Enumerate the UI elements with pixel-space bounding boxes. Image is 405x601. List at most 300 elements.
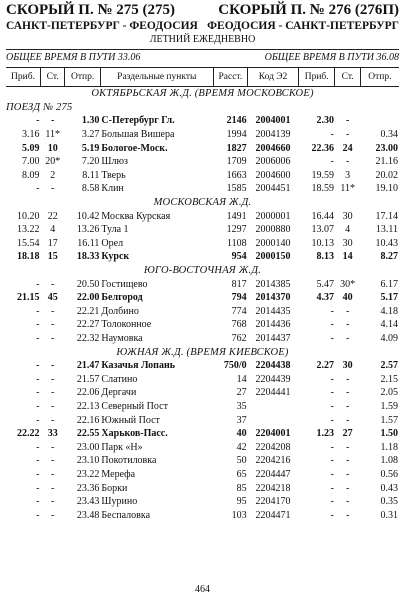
cell-distance: 1491 [226,210,247,222]
cell-return-arrival: 16.44 [311,210,334,222]
cell-departure: 21.47 [76,360,100,372]
station-row [6,400,399,414]
cell-arrival: - [36,332,40,344]
cell-arrival: 13.22 [17,224,40,236]
cell-return-departure: 10.43 [375,237,398,249]
cell-departure: 22.55 [76,428,100,440]
cell-departure: 23.43 [76,496,100,508]
station-row [6,155,399,169]
cell-return-stop: - [345,115,350,127]
cell-return-departure: 0.56 [380,468,398,480]
cell-station: Бологое-Моск. [101,142,168,154]
cell-departure: 13.26 [76,224,100,236]
cell-code: 2004660 [255,142,291,154]
cell-departure: 21.57 [76,373,100,385]
cell-return-stop: - [345,414,350,426]
cell-code: 2204439 [255,373,291,385]
cell-arrival: 15.54 [17,237,40,249]
cell-arrival: - [36,509,40,521]
right-route: ФЕОДОСИЯ - САНКТ-ПЕТЕРБУРГ [207,20,399,32]
cell-stop: 11* [45,129,61,141]
cell-distance: 85 [236,482,247,494]
column-header: Раздельные пункты [100,68,213,87]
cell-station: Слатино [101,373,138,385]
cell-return-departure: 20.02 [375,169,398,181]
station-row [6,454,399,468]
station-row [6,359,399,373]
cell-stop: - [51,115,55,127]
cell-return-departure: 0.31 [380,509,398,521]
cell-stop: 2 [50,169,56,181]
cell-return-departure: 17.14 [375,210,398,222]
cell-return-arrival: - [330,373,334,385]
cell-stop: - [51,278,55,290]
cell-distance: 42 [236,441,247,453]
cell-departure: 22.13 [76,400,100,412]
cell-stop: - [51,400,55,412]
cell-stop: 22 [47,210,58,222]
cell-stop: - [51,387,55,399]
station-row [6,427,399,441]
cell-return-arrival: - [330,496,334,508]
section-title: МОСКОВСКАЯ Ж.Д. [153,197,252,209]
cell-arrival: 3.16 [22,129,40,141]
cell-return-departure: 2.05 [380,387,398,399]
station-row [6,372,399,386]
cell-distance: 2146 [226,115,247,127]
cell-arrival: 5.09 [22,142,40,154]
cell-code: 2004001 [255,115,291,127]
station-row [6,318,399,332]
cell-return-stop: 27 [342,428,353,440]
cell-distance: 37 [236,414,247,426]
cell-departure: 23.48 [76,509,100,521]
cell-station: Тверь [101,169,126,181]
cell-code: 2014385 [255,278,291,290]
cell-return-departure: 4.09 [380,332,398,344]
cell-stop: 45 [47,292,58,304]
cell-return-stop: 11* [340,183,355,195]
station-row [6,128,399,142]
column-header: Расст. [213,68,248,87]
cell-stop: 20* [45,156,61,168]
cell-return-arrival: - [330,156,334,168]
cell-return-stop: - [345,373,350,385]
railway-section-heading [6,87,399,101]
cell-return-arrival: 10.13 [311,237,334,249]
cell-code: 2000140 [255,237,291,249]
cell-station: Казачья Лопань [101,360,175,372]
cell-station: Гостищево [101,278,148,290]
cell-arrival: - [36,360,40,372]
station-row [6,291,399,305]
cell-departure: 8.58 [81,183,100,195]
cell-distance: 1709 [226,156,247,168]
railway-section-heading [6,264,399,278]
cell-return-arrival: - [330,129,334,141]
cell-station: Шлюз [101,156,128,168]
cell-return-departure: 4.14 [380,319,398,331]
cell-station: Мерефа [101,468,136,480]
cell-return-stop: - [345,319,350,331]
station-row [6,250,399,264]
cell-code: 2014435 [255,305,291,317]
cell-stop: - [51,496,55,508]
cell-stop: - [51,441,55,453]
station-row [6,223,399,237]
cell-arrival: 10.20 [17,210,40,222]
cell-return-arrival: - [330,455,334,467]
station-row [6,495,399,509]
cell-departure: 23.22 [76,468,100,480]
cell-code: 2000150 [255,251,291,263]
section-title: ОКТЯБРЬСКАЯ Ж.Д. (ВРЕМЯ МОСКОВСКОЕ) [91,88,314,100]
cell-arrival: - [36,183,40,195]
station-row [6,386,399,400]
cell-code [248,413,299,427]
cell-return-departure: 2.15 [380,373,398,385]
cell-return-departure: 0.35 [380,496,398,508]
header-divider [6,49,399,50]
cell-return-arrival: 2.30 [316,115,334,127]
right-total-time: ОБЩЕЕ ВРЕМЯ В ПУТИ 36.08 [264,52,399,63]
cell-distance: 768 [231,319,247,331]
cell-return-departure: 0.34 [380,129,398,141]
cell-return-arrival: 8.13 [316,251,334,263]
cell-distance: 65 [236,468,247,480]
cell-arrival: - [36,468,40,480]
cell-code: 2000880 [255,224,291,236]
cell-return-arrival: 2.27 [316,360,334,372]
cell-departure: 22.16 [76,414,100,426]
cell-return-stop: - [345,455,350,467]
cell-return-stop: - [345,482,350,494]
cell-distance: 1585 [226,183,247,195]
cell-distance: 1994 [226,129,247,141]
cell-distance: 14 [236,373,247,385]
cell-return-departure: 13.11 [375,224,398,236]
cell-distance: 774 [231,305,247,317]
cell-return-arrival: - [330,387,334,399]
cell-return-departure: 6.17 [380,278,398,290]
cell-departure: 7.20 [81,156,100,168]
column-header: Код Э2 [248,68,299,87]
cell-return-departure: 23.00 [375,142,398,154]
cell-station: Шурино [101,496,138,508]
cell-return-arrival: - [330,441,334,453]
cell-return-arrival: - [330,509,334,521]
cell-return-stop: - [345,400,350,412]
cell-code: 2204170 [255,496,291,508]
cell-return-stop: 30* [340,278,356,290]
cell-return-stop: 14 [342,251,353,263]
station-row [6,182,399,196]
cell-return-arrival: 13.07 [311,224,334,236]
right-train-title: СКОРЫЙ П. № 276 (276П) [218,2,399,18]
cell-station: Клин [101,183,124,195]
cell-station: Толоконное [101,319,152,331]
cell-stop: - [51,183,55,195]
cell-code: 2204208 [255,441,291,453]
cell-distance: 1108 [227,237,247,249]
station-row [6,332,399,346]
cell-arrival: - [36,414,40,426]
cell-distance: 762 [231,332,247,344]
cell-departure: 23.36 [76,482,100,494]
cell-distance: 40 [236,428,247,440]
column-header: Приб. [298,68,335,87]
station-row [6,209,399,223]
cell-station: С-Петербург Гл. [101,115,175,127]
station-row [6,114,399,128]
cell-return-stop: - [345,332,350,344]
cell-return-arrival: 5.47 [316,278,334,290]
cell-arrival: - [36,387,40,399]
cell-stop: 17 [47,237,58,249]
cell-stop: 4 [50,224,56,236]
cell-return-departure: 8.27 [380,251,398,263]
cell-departure: 18.33 [76,251,100,263]
station-row [6,277,399,291]
cell-code: 2014370 [255,292,291,304]
cell-return-departure: 1.18 [380,441,398,453]
column-header-row [6,68,399,87]
cell-distance: 954 [231,251,247,263]
cell-code: 2014437 [255,332,291,344]
cell-code: 2004451 [255,183,291,195]
cell-stop: - [51,373,55,385]
station-row [6,508,399,522]
cell-arrival: 18.18 [17,251,40,263]
left-train-title: СКОРЫЙ П. № 275 (275) [6,2,176,18]
cell-stop: - [51,319,55,331]
cell-departure: 5.19 [81,142,100,154]
cell-arrival: 8.09 [22,169,40,181]
cell-departure: 22.00 [76,292,100,304]
cell-station: Орел [101,237,124,249]
cell-stop: - [51,509,55,521]
cell-departure: 23.00 [76,441,100,453]
cell-return-departure: 4.18 [380,305,398,317]
cell-return-stop: 4 [345,224,351,236]
cell-return-arrival: 18.59 [311,183,334,195]
cell-return-stop: 3 [345,169,351,181]
section-title: ЮЖНАЯ Ж.Д. (ВРЕМЯ КИЕВСКОЕ) [116,346,289,358]
cell-departure: 22.06 [76,387,100,399]
station-row [6,481,399,495]
cell-return-arrival: - [330,332,334,344]
cell-return-departure: 2.57 [380,360,398,372]
cell-code: 2204471 [255,509,291,521]
cell-stop: - [51,414,55,426]
cell-code: 2004139 [255,129,291,141]
cell-distance: 35 [236,400,247,412]
cell-station: Харьков-Пасс. [101,428,168,440]
cell-departure: 22.21 [76,305,100,317]
cell-arrival: 21.15 [17,292,40,304]
left-total-time: ОБЩЕЕ ВРЕМЯ В ПУТИ 33.06 [6,52,141,63]
cell-arrival: - [36,400,40,412]
cell-distance: 95 [236,496,247,508]
cell-departure: 8.11 [82,169,100,181]
cell-return-departure: 1.59 [380,400,398,412]
cell-return-departure: 1.57 [380,414,398,426]
cell-stop: 10 [47,142,58,154]
cell-distance: 1827 [226,142,247,154]
cell-return-arrival: 19.59 [311,169,334,181]
station-row [6,237,399,251]
cell-arrival: - [36,496,40,508]
cell-return-stop: 30 [342,360,353,372]
cell-stop: 33 [47,428,58,440]
section-title: ЮГО-ВОСТОЧНАЯ Ж.Д. [143,265,262,277]
cell-return-arrival: 4.37 [316,292,334,304]
cell-return-stop: - [345,387,350,399]
left-route: САНКТ-ПЕТЕРБУРГ - ФЕОДОСИЯ [6,20,198,32]
cell-station: Курск [101,251,130,263]
cell-return-departure: 21.16 [375,156,398,168]
cell-return-stop: - [345,129,350,141]
cell-arrival: 7.00 [22,156,40,168]
column-header: Отпр. [65,68,101,87]
cell-return-stop: - [345,496,350,508]
station-row [6,169,399,183]
cell-stop: - [51,468,55,480]
cell-station: Беспаловка [101,509,151,521]
cell-return-departure: 5.17 [380,292,398,304]
cell-station: Покотиловка [101,455,157,467]
cell-code: 2204438 [255,360,291,372]
cell-return-departure: 1.08 [380,455,398,467]
cell-distance: 50 [236,455,247,467]
cell-departure: 20.50 [76,278,100,290]
cell-arrival: - [36,455,40,467]
cell-return-stop: - [345,509,350,521]
cell-distance: 750/0 [223,360,247,372]
cell-station: Белгород [101,292,143,304]
cell-return-arrival: - [330,414,334,426]
cell-stop: - [51,360,55,372]
train-titles [6,2,399,20]
cell-return-stop: 30 [342,210,353,222]
cell-station: Москва Курская [101,210,171,222]
railway-section-heading [6,101,399,115]
cell-departure: 3.27 [81,129,100,141]
cell-station: Южный Пост [101,414,160,426]
cell-departure: 23.10 [76,455,100,467]
schedule-note: ЛЕТНИЙ ЕЖЕДНЕВНО [149,34,256,45]
cell-distance: 1663 [226,169,247,181]
cell-code: 2204001 [255,428,291,440]
cell-code: 2204216 [255,455,291,467]
column-header: Ст. [335,68,360,87]
cell-return-stop: - [345,468,350,480]
station-row [6,468,399,482]
cell-return-arrival: - [330,319,334,331]
cell-return-arrival: - [330,468,334,480]
cell-return-arrival: 22.36 [311,142,334,154]
cell-distance: 1297 [226,224,247,236]
column-header: Ст. [41,68,65,87]
cell-return-stop: 30 [342,237,353,249]
route-titles [6,20,399,34]
cell-stop: - [51,482,55,494]
station-row [6,141,399,155]
cell-arrival: - [36,319,40,331]
cell-return-departure: 1.50 [380,428,398,440]
column-header: Отпр. [360,68,399,87]
cell-code: 2014436 [255,319,291,331]
cell-stop: - [51,332,55,344]
cell-return-departure: 19.10 [375,183,398,195]
cell-station: Парк «Н» [101,441,143,453]
cell-return-stop: - [345,305,350,317]
cell-return-stop: - [345,156,350,168]
cell-arrival: - [36,441,40,453]
cell-return-arrival: - [330,305,334,317]
cell-station: Северный Пост [101,400,168,412]
cell-departure: 1.30 [81,115,100,127]
cell-return-departure [360,114,399,128]
cell-station: Наумовка [101,332,143,344]
cell-station: Борки [101,482,128,494]
cell-departure: 22.27 [76,319,100,331]
cell-stop: - [51,455,55,467]
total-times [6,52,399,64]
cell-station: Дергачи [101,387,137,399]
cell-arrival: - [36,482,40,494]
cell-return-arrival: - [330,482,334,494]
cell-distance: 794 [231,292,247,304]
cell-distance: 817 [231,278,247,290]
cell-code: 2004600 [255,169,291,181]
cell-arrival: - [36,278,40,290]
cell-arrival: - [36,115,40,127]
cell-arrival: - [36,373,40,385]
cell-return-arrival: 1.23 [316,428,334,440]
cell-arrival: 22.22 [17,428,40,440]
cell-return-stop: 40 [342,292,353,304]
cell-code: 2204447 [255,468,291,480]
cell-return-departure: 0.43 [380,482,398,494]
cell-departure: 10.42 [76,210,100,222]
cell-stop: - [51,305,55,317]
cell-code: 2000001 [255,210,291,222]
column-header: Приб. [6,68,41,87]
cell-station: Долбино [101,305,139,317]
cell-station: Тула 1 [101,224,129,236]
railway-section-heading [6,345,399,359]
cell-station: Большая Вишера [101,129,175,141]
cell-distance: 27 [236,387,247,399]
cell-return-stop: - [345,441,350,453]
cell-code: 2204218 [255,482,291,494]
railway-section-heading [6,196,399,210]
cell-arrival: - [36,305,40,317]
cell-return-arrival: - [330,400,334,412]
cell-stop: 15 [47,251,58,263]
cell-code: 2204441 [255,387,291,399]
page-number: 464 [195,584,210,595]
station-row [6,305,399,319]
station-row [6,413,399,427]
cell-departure: 22.32 [76,332,100,344]
timetable [6,67,399,522]
cell-code: 2006006 [255,156,291,168]
cell-return-stop: 24 [342,142,353,154]
cell-code [248,400,299,414]
station-row [6,440,399,454]
